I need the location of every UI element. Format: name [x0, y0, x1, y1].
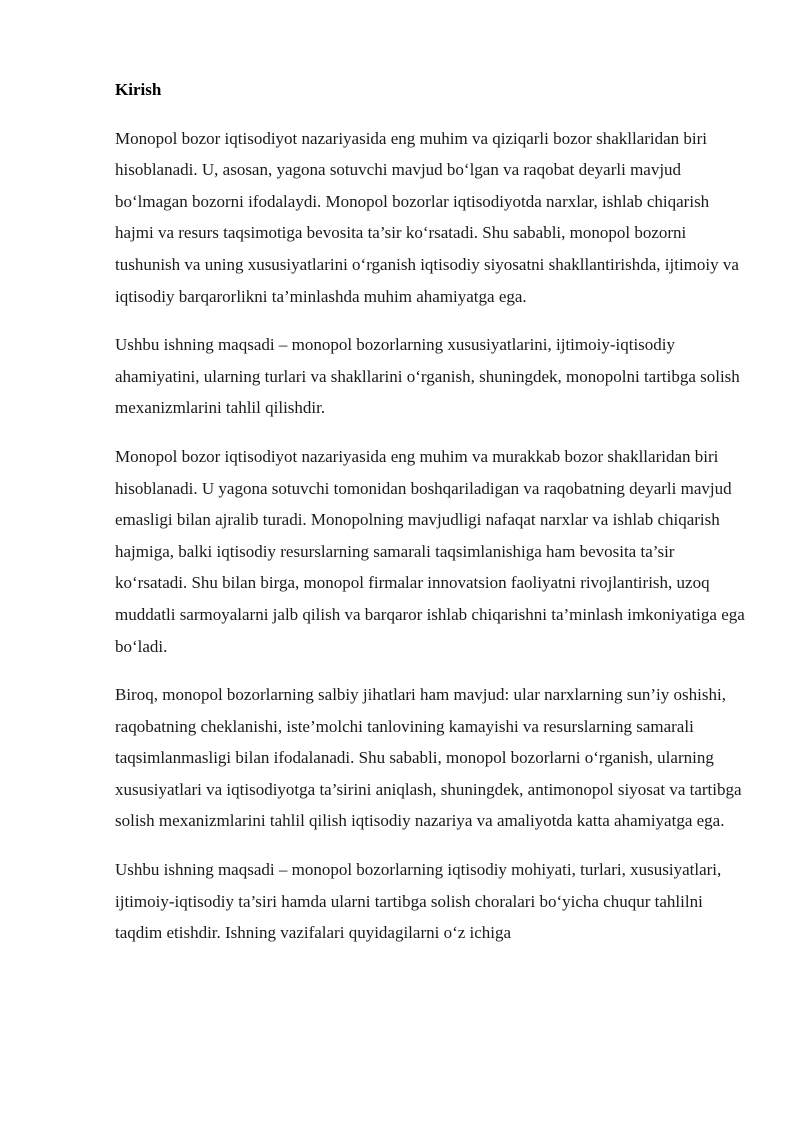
paragraph-2: Ushbu ishning maqsadi – monopol bozorlarning xususiyatlarini, ijtimoiy-iqtisodiy ahamiyatini, ularning turlari va shakllarini o‘rganish, shuningdek, monopolni tartibga solish mexanizmlarini tahlil qilishdir. [115, 335, 740, 418]
paragraph-3: Monopol bozor iqtisodiyot nazariyasida eng muhim va murakkab bozor shakllaridan biri hisoblanadi. U yagona sotuvchi tomonidan boshqariladigan va raqobatning deyarli mavjud emasligi bilan ajralib turadi. Monopolning mavjudligi nafaqat narxlar va ishlab chiqarish hajmiga, balki iqtisodiy resurslarning samarali taqsimlanishiga ham bevosita ta’sir ko‘rsatadi. Shu bilan birga, monopol firmalar innovatsion faoliyatni rivojlantirish, uzoq muddatli sarmoyalarni jalb qilish va barqaror ishlab chiqarishni ta’minlash imkoniyatiga ega bo‘ladi. [115, 446, 745, 656]
paragraph-4: Biroq, monopol bozorlarning salbiy jihatlari ham mavjud: ular narxlarning sun’iy oshishi, raqobatning cheklanishi, iste’molchi tanlovining kamayishi va resurslarning samarali taqsimlanmasligi bilan ifodalanadi. Shu sababli, monopol bozorlarni o‘rganish, ularning xususiyatlari va iqtisodiyotga ta’sirini aniqlash, shuningdek, antimonopol siyosat va tartibga solish mexanizmlarini tahlil qilish iqtisodiy nazariya va amaliyotda katta ahamiyatga ega. [115, 685, 742, 831]
paragraph-1: Monopol bozor iqtisodiyot nazariyasida eng muhim va qiziqarli bozor shakllaridan biri hisoblanadi. U, asosan, yagona sotuvchi mavjud bo‘lgan va raqobat deyarli mavjud bo‘lmagan bozorni ifodalaydi. Monopol bozorlar iqtisodiyotda narxlar, ishlab chiqarish hajmi va resurs taqsimotiga bevosita ta’sir ko‘rsatadi. Shu sababli, monopol bozorni tushunish va uning xususiyatlarini o‘rganish iqtisodiy siyosatni shakllantirishda, ijtimoiy va iqtisodiy barqarorlikni ta’minlashda muhim ahamiyatga ega. [115, 128, 739, 306]
section-heading: Kirish [115, 80, 162, 99]
paragraph-5: Ushbu ishning maqsadi – monopol bozorlarning iqtisodiy mohiyati, turlari, xususiyatlari, ijtimoiy-iqtisodiy ta’siri hamda ularni tartibga solish choralari bo‘yicha chuqur tahlilni taqdim etishdir. Ishning vazifalari quyidagilarni o‘z ichiga [115, 860, 722, 943]
document-body [115, 74, 745, 966]
